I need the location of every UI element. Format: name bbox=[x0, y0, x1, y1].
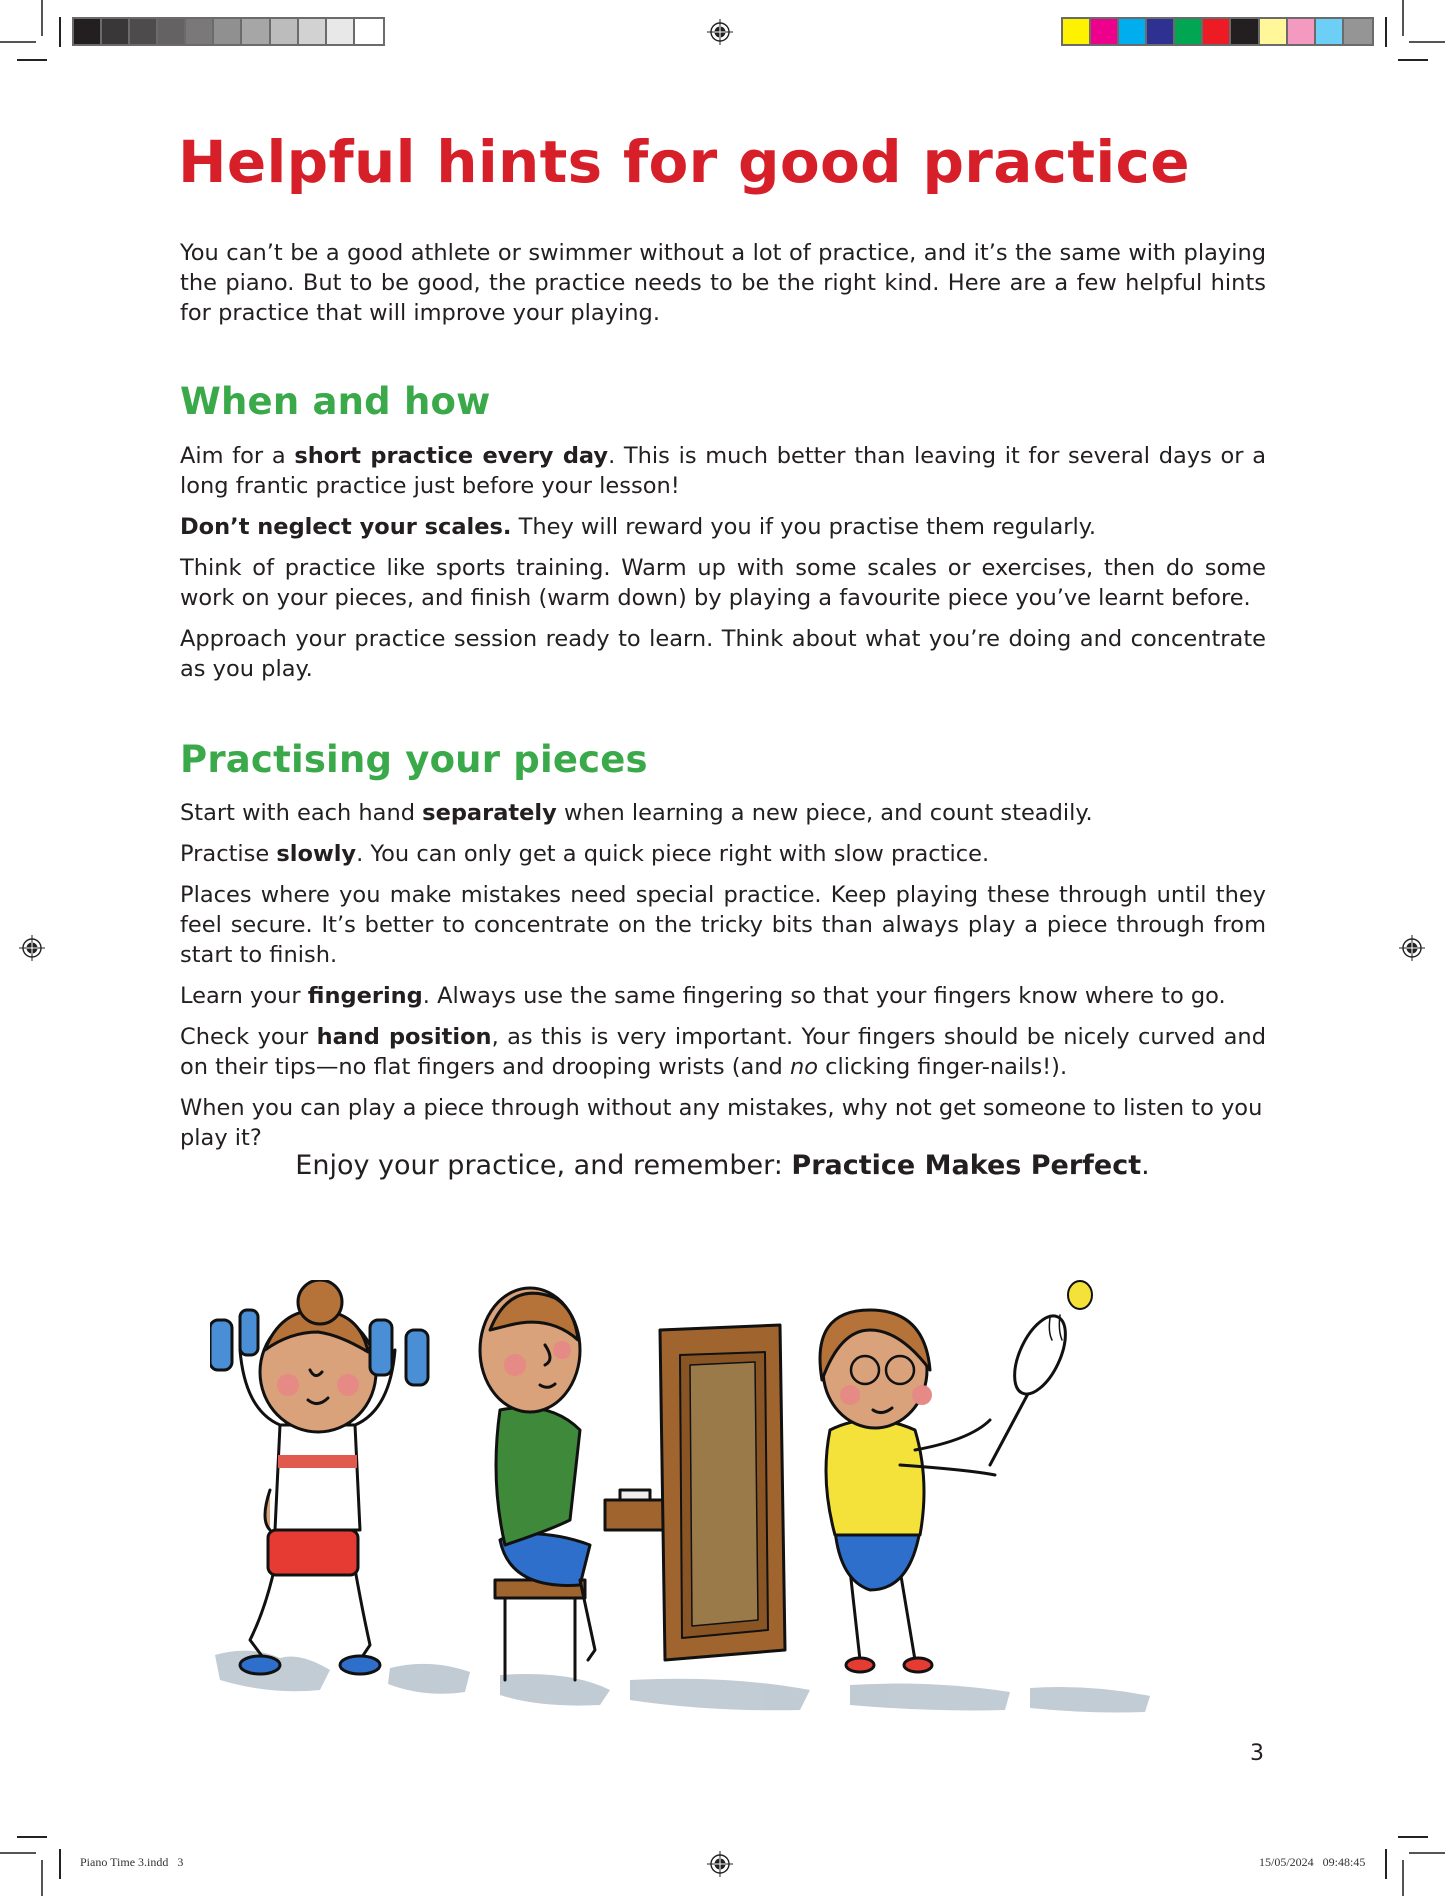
crop-mark bbox=[59, 17, 61, 47]
registration-mark-bottom-icon bbox=[707, 1851, 733, 1877]
registration-mark-top-icon bbox=[707, 19, 733, 45]
hint-paragraph: Think of practice like sports training. Warm up with some scales or exercises, then do some work on your pieces, and finish (warm down) by playing a favourite piece you’ve learnt before. bbox=[180, 555, 1266, 611]
children-practising-illustration bbox=[210, 1280, 1210, 1730]
calibration-swatch bbox=[299, 19, 327, 44]
intro-paragraph: You can’t be a good athlete or swimmer without a lot of practice, and it’s the same with playing the piano. But to be good, the practice needs to be the right kind. Here are a few helpful hints for practice that will improve your playing. bbox=[180, 240, 1266, 326]
hint-paragraph: Check your hand position, as this is very important. Your fingers should be nicely curved and on their tips—no flat fingers and drooping wrists (and no clicking finger-nails!). bbox=[180, 1024, 1266, 1080]
calibration-swatch bbox=[327, 19, 355, 44]
calibration-swatch bbox=[271, 19, 299, 44]
calibration-swatch bbox=[1119, 19, 1147, 44]
hint-paragraph: Aim for a short practice every day. This is much better than leaving it for several days or a long frantic practice just before your lesson! bbox=[180, 443, 1266, 499]
registration-mark-left-icon bbox=[19, 935, 45, 961]
calibration-swatch bbox=[1288, 19, 1316, 44]
tennis-child bbox=[820, 1281, 1092, 1672]
crop-mark bbox=[1398, 1836, 1428, 1838]
calibration-swatch bbox=[186, 19, 214, 44]
calibration-swatch bbox=[1316, 19, 1344, 44]
crop-mark bbox=[41, 0, 43, 36]
crop-mark bbox=[1385, 1849, 1387, 1879]
calibration-swatch bbox=[130, 19, 158, 44]
calibration-swatch bbox=[74, 19, 102, 44]
page-number: 3 bbox=[1250, 1741, 1264, 1766]
weightlifter-child bbox=[210, 1280, 428, 1674]
slug-filename: Piano Time 3.indd 3 bbox=[80, 1855, 184, 1869]
section-when-and-how bbox=[180, 441, 1266, 695]
section-heading-when-and-how: When and how bbox=[180, 380, 491, 423]
hint-paragraph: Practise slowly. You can only get a quick piece right with slow practice. bbox=[180, 841, 990, 867]
hint-paragraph: Don’t neglect your scales. They will reward you if you practise them regularly. bbox=[180, 514, 1097, 540]
crop-mark bbox=[17, 1836, 47, 1838]
hint-paragraph: Learn your fingering. Always use the same fingering so that your fingers know where to go. bbox=[180, 983, 1226, 1009]
registration-mark-right-icon bbox=[1399, 935, 1425, 961]
closing-line: Enjoy your practice, and remember: Practice Makes Perfect. bbox=[295, 1150, 1150, 1181]
calibration-swatch bbox=[355, 19, 383, 44]
crop-mark bbox=[1409, 41, 1445, 43]
page-title: Helpful hints for good practice bbox=[178, 128, 1190, 196]
crop-mark bbox=[41, 1860, 43, 1896]
calibration-swatch bbox=[1203, 19, 1231, 44]
hint-paragraph: When you can play a piece through without any mistakes, why not get someone to listen to you play it? bbox=[180, 1095, 1263, 1151]
pianist-child bbox=[480, 1288, 595, 1680]
calibration-swatch bbox=[1260, 19, 1288, 44]
hint-paragraph: Start with each hand separately when learning a new piece, and count steadily. bbox=[180, 800, 1093, 826]
calibration-swatch bbox=[158, 19, 186, 44]
crop-mark bbox=[1398, 59, 1428, 61]
crop-mark bbox=[1402, 1860, 1404, 1896]
intro-block bbox=[180, 238, 1266, 339]
hint-paragraph: Places where you make mistakes need special practice. Keep playing these through until they feel secure. It’s better to concentrate on the tricky bits than always play a piece through from start to finish. bbox=[180, 882, 1266, 968]
calibration-swatch bbox=[214, 19, 242, 44]
calibration-swatch bbox=[1063, 19, 1091, 44]
calibration-swatch bbox=[1344, 19, 1372, 44]
section-practising-your-pieces bbox=[180, 798, 1266, 1164]
crop-mark bbox=[1385, 17, 1387, 47]
crop-mark bbox=[1402, 0, 1404, 36]
crop-mark bbox=[17, 59, 47, 61]
hint-paragraph: Approach your practice session ready to learn. Think about what you’re doing and concentrate as you play. bbox=[180, 626, 1266, 682]
upright-piano bbox=[605, 1325, 785, 1660]
calibration-swatch bbox=[1231, 19, 1259, 44]
calibration-swatch bbox=[1175, 19, 1203, 44]
grayscale-calibration-bar bbox=[72, 17, 385, 46]
crop-mark bbox=[1409, 1852, 1445, 1854]
calibration-swatch bbox=[1147, 19, 1175, 44]
crop-mark bbox=[0, 1852, 36, 1854]
crop-mark bbox=[59, 1849, 61, 1879]
calibration-swatch bbox=[242, 19, 270, 44]
crop-mark bbox=[0, 41, 36, 43]
color-calibration-bar bbox=[1061, 17, 1374, 46]
section-heading-practising-your-pieces: Practising your pieces bbox=[180, 738, 648, 781]
slug-timestamp: 15/05/2024 09:48:45 bbox=[1259, 1855, 1366, 1869]
calibration-swatch bbox=[102, 19, 130, 44]
calibration-swatch bbox=[1091, 19, 1119, 44]
